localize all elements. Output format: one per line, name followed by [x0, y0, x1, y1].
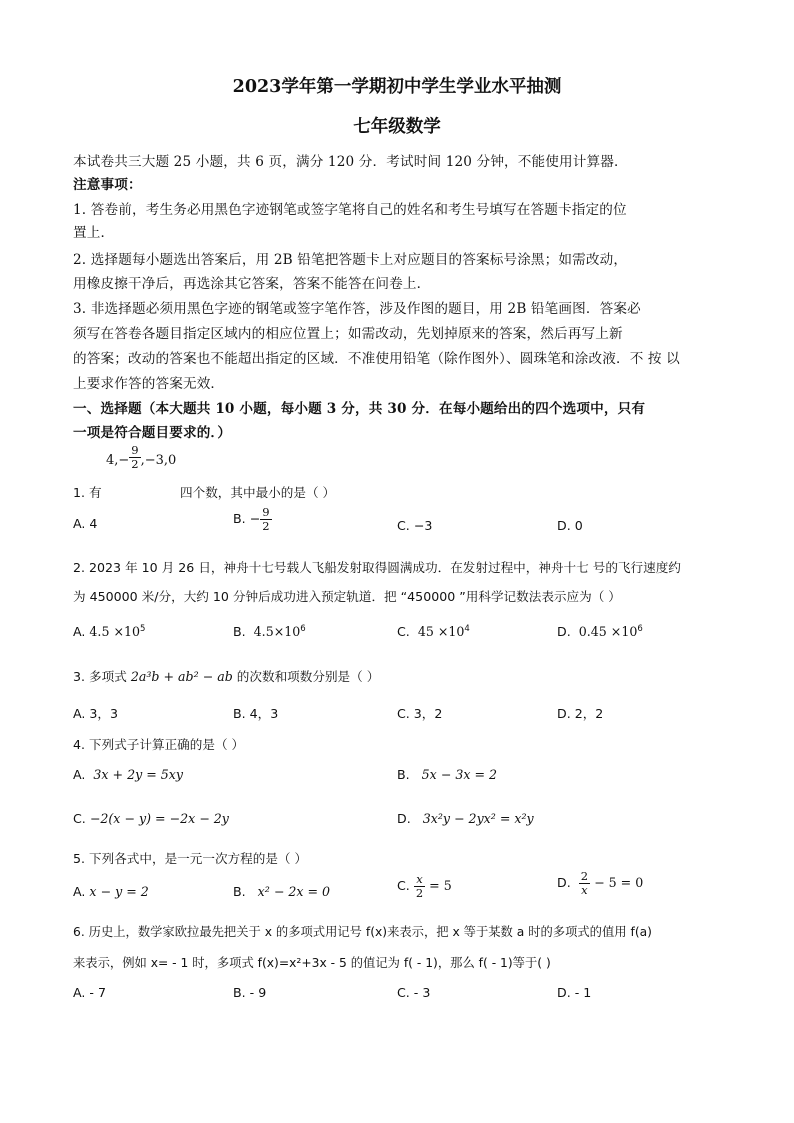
- q6-option-d: D. - 1: [557, 985, 592, 1000]
- q5-option-b-expr: x² − 2x = 0: [257, 884, 331, 899]
- exam-info-line: 本试卷共三大题 25 小题，共 6 页，满分 120 分．考试时间 120 分钟，不能使用计算器．: [73, 154, 628, 170]
- note-3-line-a: 3. 非选择题必须用黑色字迹的钢笔或签字笔作答，涉及作图的题目，用 2B 铅笔画图．答案必: [73, 301, 641, 317]
- q2-option-d-base: 0.45 ×10: [578, 624, 638, 639]
- q2-option-d-exp: 6: [637, 624, 643, 634]
- q6-option-a: A. - 7: [73, 985, 106, 1000]
- q5-option-d-label: D.: [557, 875, 571, 890]
- q1-option-b-num: 9: [262, 505, 270, 519]
- q5-option-d-num: 2: [580, 869, 589, 883]
- q5-stem: 5. 下列各式中，是一元一次方程的是（ ）: [73, 851, 308, 866]
- exam-title: 2023学年第一学期初中学生学业水平抽测: [232, 77, 562, 97]
- q5-option-a-label: A.: [73, 884, 86, 899]
- q1-option-c: C. −3: [397, 518, 433, 533]
- q5-option-a-expr: x − y = 2: [89, 884, 149, 899]
- note-3-line-c: 的答案；改动的答案也不能超出指定的区域．不准使用铅笔（除作图外）、圆珠笔和涂改液．不 按 以: [73, 351, 680, 367]
- q4-option-c-label: C.: [73, 811, 86, 826]
- q1-option-d: D. 0: [557, 518, 583, 533]
- q3-option-d: D. 2，2: [557, 706, 604, 721]
- q3-expression: 2a³b + ab² − ab: [130, 669, 233, 684]
- q5-option-b-label: B.: [233, 884, 246, 899]
- q5-option-d: [557, 870, 643, 897]
- q3-suffix: 的次数和项数分别是（ ）: [236, 669, 380, 684]
- q1-prefix: 1. 有: [73, 485, 102, 500]
- q1-option-b-label: B. −: [233, 511, 261, 526]
- q5-option-c-den: 2: [415, 886, 424, 900]
- q4-option-b: [397, 767, 497, 782]
- q2-option-b-exp: 6: [300, 624, 306, 634]
- q5-option-a: [73, 884, 149, 899]
- note-1-line-a: 1. 答卷前，考生务必用黑色字迹钢笔或签字笔将自己的姓名和考生号填写在答题卡指定的位: [73, 202, 627, 218]
- q2-option-c-base: 45 ×10: [417, 624, 465, 639]
- q2-stem-line-a: 2. 2023 年 10 月 26 日，神舟十七号载人飞船发射取得圆满成功．在发射过程中，神舟十七 号的飞行速度约: [73, 560, 681, 575]
- note-2-line-b: 用橡皮擦干净后，再选涂其它答案，答案不能答在问卷上．: [73, 276, 431, 292]
- exam-subtitle: 七年级数学: [353, 117, 441, 137]
- q2-option-a-label: A.: [73, 624, 86, 639]
- q2-option-d-label: D.: [557, 624, 571, 639]
- q2-stem-line-b: 为 450000 米/分，大约 10 分钟后成功进入预定轨道．把 “450000 ”用科学记数法表示应为（ ）: [73, 589, 621, 604]
- note-1-line-b: 置上．: [73, 225, 115, 241]
- q4-option-a-label: A.: [73, 767, 86, 782]
- q2-option-a-base: 4.5 ×10: [89, 624, 141, 639]
- q2-option-b-base: 4.5×10: [253, 624, 301, 639]
- q2-option-b-label: B.: [233, 624, 246, 639]
- q1-option-b-den: 2: [262, 519, 270, 533]
- q4-option-d-expr: 3x²y − 2yx² = x²y: [422, 811, 534, 826]
- q1-option-b-fraction: [260, 506, 271, 533]
- q2-option-b: [233, 624, 306, 639]
- q5-option-c-num: x: [414, 873, 425, 887]
- q5-option-c-label: C.: [397, 878, 410, 893]
- q5-option-c-fraction: [414, 873, 425, 900]
- q5-option-d-rest: − 5 = 0: [594, 875, 644, 890]
- note-3-line-b: 须写在答卷各题目指定区域内的相应位置上；如需改动，先划掉原来的答案，然后再写上新: [73, 326, 623, 342]
- q3-option-b: B. 4，3: [233, 706, 279, 721]
- q4-option-c: [73, 811, 229, 826]
- q3-prefix: 3. 多项式: [73, 669, 127, 684]
- q4-option-c-expr: −2(x − y) = −2x − 2y: [89, 811, 229, 826]
- q3-stem: [73, 666, 379, 685]
- section-1-heading-b: 一项是符合题目要求的．）: [73, 425, 232, 441]
- q2-option-c: [397, 624, 470, 639]
- q4-option-a: [73, 767, 183, 782]
- q5-option-c-rest: = 5: [429, 878, 452, 893]
- q3-option-c: C. 3，2: [397, 706, 443, 721]
- q4-stem: 4. 下列式子计算正确的是（ ）: [73, 737, 245, 752]
- q5-option-d-den: x: [581, 883, 588, 897]
- q1-set-frac-den: 2: [131, 457, 139, 471]
- q6-stem-line-a: 6. 历史上，数学家欧拉最先把关于 x 的多项式用记号 f(x)来表示，把 x 等于某数 a 时的多项式的值用 f(a): [73, 925, 652, 939]
- q4-option-a-expr: 3x + 2y = 5xy: [93, 767, 184, 782]
- q2-option-a: [73, 624, 145, 639]
- note-3-line-d: 上要求作答的答案无效．: [73, 376, 225, 392]
- notes-heading: 注意事项：: [73, 177, 142, 193]
- q1-set-fraction: [129, 444, 140, 471]
- q1-option-b: [233, 506, 272, 533]
- q1-set-part-a: 4,−: [106, 453, 130, 468]
- q2-option-a-exp: 5: [140, 624, 146, 634]
- q4-option-d: [397, 811, 534, 826]
- q1-set-part-b: ,−3,0: [140, 453, 177, 468]
- q5-option-d-fraction: [579, 870, 590, 897]
- q1-option-a: A. 4: [73, 516, 98, 531]
- q6-option-c: C. - 3: [397, 985, 431, 1000]
- q1-number-set: [106, 443, 177, 471]
- q5-option-b: [233, 884, 330, 899]
- q5-option-c: [397, 873, 452, 900]
- q4-option-d-label: D.: [397, 811, 411, 826]
- q1-suffix: 四个数，其中最小的是（ ）: [180, 485, 336, 500]
- q6-option-b: B. - 9: [233, 985, 267, 1000]
- q2-option-d: [557, 624, 643, 639]
- q2-option-c-label: C.: [397, 624, 410, 639]
- q1-set-frac-num: 9: [131, 443, 139, 457]
- q4-option-b-label: B.: [397, 767, 410, 782]
- section-1-heading-a: 一、选择题（本大题共 10 小题，每小题 3 分，共 30 分．在每小题给出的四个选项中，只有: [73, 401, 646, 417]
- q3-option-a: A. 3，3: [73, 706, 119, 721]
- q6-stem-line-b: 来表示，例如 x= - 1 时，多项式 f(x)=x²+3x - 5 的值记为 f( - 1)，那么 f( - 1)等于( ): [73, 956, 551, 970]
- q2-option-c-exp: 4: [464, 624, 470, 634]
- q4-option-b-expr: 5x − 3x = 2: [421, 767, 498, 782]
- note-2-line-a: 2. 选择题每小题选出答案后，用 2B 铅笔把答题卡上对应题目的答案标号涂黑；如需改动，: [73, 252, 628, 268]
